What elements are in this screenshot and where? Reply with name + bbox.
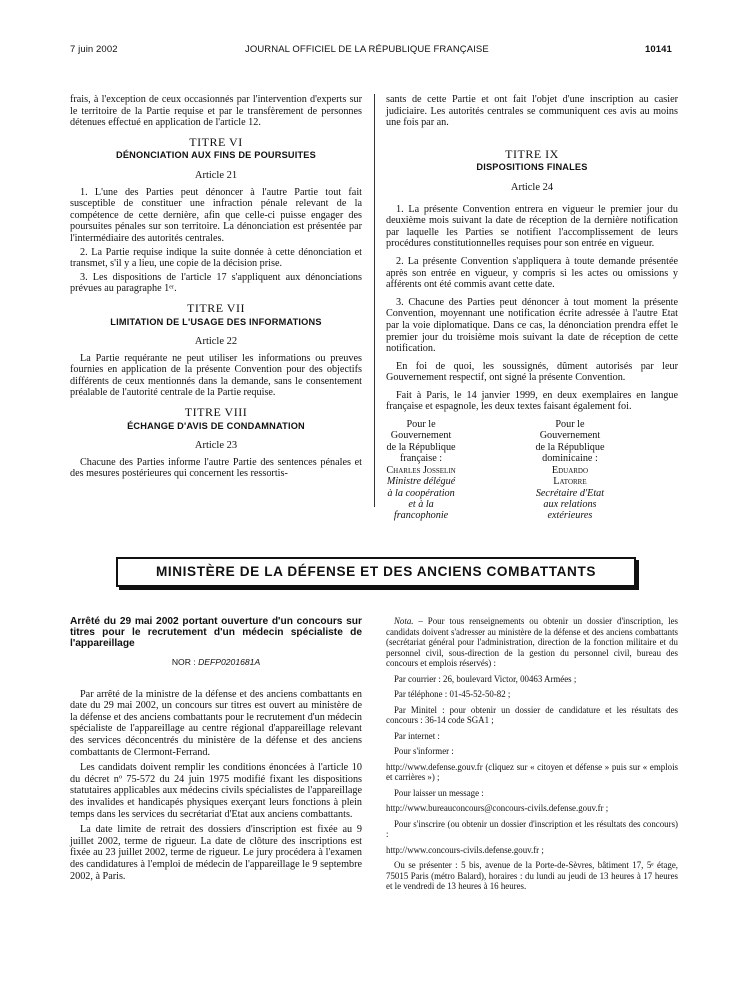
signature-do-role1: Secrétaire d'Etat xyxy=(535,487,605,499)
left-intro: frais, à l'exception de ceux occasionnés par l'intervention d'experts sur le territoire de la Partie requise et par le transfèrement de personnes détenues effectué en application de l'article 12. xyxy=(70,94,362,129)
nor-code: DEFP0201681A xyxy=(198,657,261,667)
article-22-p1: La Partie requérante ne peut utiliser les informations ou preuves fournies en application de la présente Convention pour des objectifs différents de ceux mentionnés dans la demande, sans le consentement préalable de l'autorité centrale de la Partie requise. xyxy=(70,352,362,399)
nota-telephone: Par téléphone : 01-45-52-50-82 ; xyxy=(394,689,511,699)
article-24-p2: 2. La présente Convention s'appliquera à toute demande présentée après son entrée en vigueur, y compris si les actes ou omissions y afférents ont été commis avant cette date. xyxy=(386,255,678,291)
article-21-p2: 2. La Partie requise indique la suite donnée à cette dénonciation et transmet, s'il y a lieu, une copie de la décision prise. xyxy=(70,246,362,270)
nota-sinformer: Pour s'informer : xyxy=(394,746,454,756)
signature-fr-line2: de la République française : xyxy=(386,441,456,465)
signature-do-line1: Pour le Gouvernement xyxy=(539,419,601,442)
arrete-title: Arrêté du 29 mai 2002 portant ouverture d'un concours sur titres pour le recrutement d'un médecin spécialiste de l'appareillage xyxy=(70,616,362,649)
right-intro: sants de cette Partie et ont fait l'objet d'une inscription au casier judiciaire. Les autorités centrales se communiquent ces avis au moins une fois par an. xyxy=(386,94,678,129)
signature-do-line2: de la République dominicaine : xyxy=(535,441,605,465)
nota-url-concours[interactable]: http://www.concours-civils.defense.gouv.fr ; xyxy=(386,844,544,855)
titre-viii-subtitle: ÉCHANGE D'AVIS DE CONDAMNATION xyxy=(127,420,305,431)
signature-fr-role3: et à la francophonie xyxy=(393,498,449,522)
nota-text: – Pour tous renseignements ou obtenir un dossier d'inscription, les candidats doivent s'adresser au ministère de la défense et des anciens combattants (secrétariat général pour l'administration, direction de la fonction militaire et du personnel civil, sous-direction de la gestion du personnel civil, bureau des concours et emplois réservés) : xyxy=(386,616,678,668)
nota-label: Nota. xyxy=(394,616,414,626)
article-24: Article 24 xyxy=(510,181,554,193)
titre-vi-subtitle: DÉNONCIATION AUX FINS DE POURSUITES xyxy=(116,150,316,161)
article-22: Article 22 xyxy=(194,336,238,348)
nota-internet: Par internet : xyxy=(394,730,440,741)
titre-vii: TITRE VII xyxy=(187,300,245,315)
column-divider xyxy=(374,94,375,507)
nota-message: Pour laisser un message : xyxy=(394,787,484,798)
arrete-p1: Par arrêté de la ministre de la défense et des anciens combattants en date du 29 mai 2002, un concours sur titres est ouvert au ministère de la défense et des anciens combattants pour le recrutement d'un médecin spécialiste de l'appareillage au centre régional d'appareillage relevant des services déconcentrés du ministère de la défense et des anciens combattants de Clermont-Ferrand. xyxy=(70,688,362,758)
arrete-p3: La date limite de retrait des dossiers d'inscription est fixée au 9 juillet 2002, terme de rigueur. La date de clôture des inscriptions est fixée au 23 juillet 2002, terme de rigueur. Le jury procédera à l'examen des candidatures à l'emploi de médecin de l'appareillage le 9 septembre 2002, à Paris. xyxy=(70,824,362,882)
en-foi-de-quoi: En foi de quoi, les soussignés, dûment autorisés par leur Gouvernement respectif, ont signé la présente Convention. xyxy=(386,360,678,384)
right-column xyxy=(386,94,678,522)
ministry-banner xyxy=(116,557,636,587)
ministry-title: MINISTÈRE DE LA DÉFENSE ET DES ANCIENS COMBATTANTS xyxy=(155,564,597,579)
arrete-p2: Les candidats doivent remplir les conditions énoncées à l'article 10 du décret nº 75-572 du 24 juin 1975 modifié fixant les dispositions statutaires applicables aux médecins civils spécialistes de l'appareillage des invalides et handicapés physiques exerçant leurs fonctions à plein temps dans les services du secrétariat d'Etat aux anciens combattants. xyxy=(70,762,362,820)
signature-fr-line1: Pour le Gouvernement xyxy=(390,419,452,442)
nota-sinscrire: Pour s'inscrire (ou obtenir un dossier d'inscription et les résultats des concours) : xyxy=(386,818,678,839)
nota-column xyxy=(386,616,678,897)
journal-title: JOURNAL OFFICIEL DE LA RÉPUBLIQUE FRANÇAISE xyxy=(245,44,489,55)
article-21-p3: 3. Les dispositions de l'article 17 s'appliquent aux dénonciations prévues au paragraphe 1ᵉʳ. xyxy=(70,271,362,295)
nor-line xyxy=(70,657,362,669)
page-number: 10141 xyxy=(645,44,672,55)
signature-fr-name: Charles Josselin xyxy=(386,464,456,476)
signature-do-name: Eduardo Latorre xyxy=(551,464,589,488)
signature-dominicaine xyxy=(535,419,678,522)
article-21: Article 21 xyxy=(194,169,238,181)
article-21-p1: 1. L'une des Parties peut dénoncer à l'autre Partie tout fait susceptible de constituer une infraction pénale relevant de la compétence de cette dernière, afin que celle-ci puisse engager des poursuites pénales sur son territoire. La dénonciation est présentée par l'intermédiaire des autorités centrales. xyxy=(70,186,362,244)
left-column xyxy=(70,94,362,482)
fait-a-paris: Fait à Paris, le 14 janvier 1999, en deux exemplaires en langue française et espagnole, les deux textes faisant également foi. xyxy=(386,389,678,413)
signature-do-role2: aux relations extérieures xyxy=(543,498,597,522)
titre-vi: TITRE VI xyxy=(189,134,243,149)
header-date: 7 juin 2002 xyxy=(70,44,118,55)
nota-url-defense[interactable]: http://www.defense.gouv.fr (cliquez sur « citoyen et défense » puis sur « emplois et carrières ») ; xyxy=(386,761,678,782)
nor-label: NOR : xyxy=(171,657,196,667)
nota-intro xyxy=(386,616,678,669)
article-24-p1: 1. La présente Convention entrera en vigueur le premier jour du deuxième mois suivant la date de réception de la dernière notification par laquelle les Parties se notifient l'accomplissement de leurs procédures constitutionnelles requises pour son entrée en vigueur. xyxy=(386,203,678,250)
titre-ix: TITRE IX xyxy=(505,146,559,161)
signatures xyxy=(386,419,678,522)
article-23-p1: Chacune des Parties informe l'autre Partie des sentences pénales et des mesures postérieures qui concernent les ressortis- xyxy=(70,456,362,480)
article-24-p3: 3. Chacune des Parties peut dénoncer à tout moment la présente Convention, moyennant une notification écrite adressée à l'autre Etat par la voie diplomatique. Dans ce cas, la dénonciation prendra effet le premier jour du troisième mois suivant la date de réception de cette notification. xyxy=(386,296,678,355)
titre-viii: TITRE VIII xyxy=(184,405,248,420)
nota-url-bureau[interactable]: http://www.bureauconcours@concours-civils.defense.gouv.fr ; xyxy=(386,803,609,813)
signature-france xyxy=(386,419,529,522)
titre-vii-subtitle: LIMITATION DE L'USAGE DES INFORMATIONS xyxy=(110,316,322,327)
nota-presenter: Ou se présenter : 5 bis, avenue de la Porte-de-Sèvres, bâtiment 17, 5ᵉ étage, 75015 Paris (métro Balard), horaires : du lundi au jeudi de 13 heures à 17 heures et le vendredi de 13 heures à 16 heures. xyxy=(386,860,678,891)
nota-minitel: Par Minitel : pour obtenir un dossier de candidature et les résultats des concours : 36-14 code SGA1 ; xyxy=(386,704,678,725)
titre-ix-subtitle: DISPOSITIONS FINALES xyxy=(476,162,588,173)
nota-courrier: Par courrier : 26, boulevard Victor, 00463 Armées ; xyxy=(394,673,577,684)
arrete-column xyxy=(70,616,362,884)
signature-fr-role1: Ministre délégué xyxy=(386,476,456,488)
article-23: Article 23 xyxy=(194,440,238,452)
signature-fr-role2: à la coopération xyxy=(387,487,455,499)
